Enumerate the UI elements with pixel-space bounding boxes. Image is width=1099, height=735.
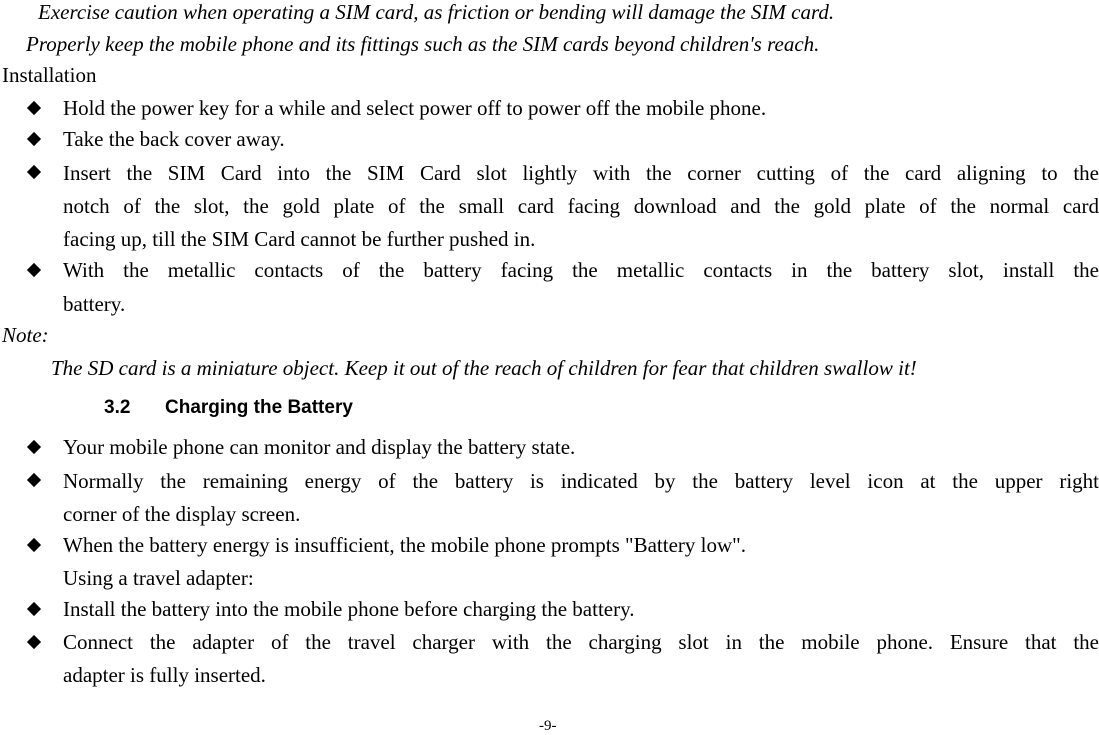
install-step-1: Hold the power key for a while and select power off to power off the mobile phone.: [63, 96, 767, 120]
diamond-bullet-icon: [27, 132, 41, 146]
diamond-bullet-icon: [27, 602, 41, 616]
install-step-4-line-1: With the metallic contacts of the battery facing the metallic contacts in the battery slot, install the: [63, 258, 1099, 282]
install-step-3-line-2: notch of the slot, the gold plate of the small card facing download and the gold plate of the normal card: [63, 194, 1099, 218]
section-title: Charging the Battery: [165, 397, 353, 418]
diamond-bullet-icon: [27, 635, 41, 649]
adapter-item-1: Install the battery into the mobile phone before charging the battery.: [63, 597, 635, 621]
install-step-3-line-1: Insert the SIM Card into the SIM Card slot lightly with the corner cutting of the card aligning to the: [63, 161, 1099, 185]
section-number: 3.2: [104, 397, 131, 418]
adapter-item-2-line-2: adapter is fully inserted.: [63, 663, 266, 687]
diamond-bullet-icon: [27, 101, 41, 115]
diamond-bullet-icon: [27, 440, 41, 454]
adapter-label: Using a travel adapter:: [63, 566, 254, 590]
warning-line-2: Properly keep the mobile phone and its fittings such as the SIM cards beyond children's reach.: [26, 32, 820, 56]
note-text: The SD card is a miniature object. Keep it out of the reach of children for fear that children swallow it!: [51, 356, 917, 380]
warning-line-1: Exercise caution when operating a SIM card, as friction or bending will damage the SIM card.: [38, 0, 835, 24]
charging-item-3: When the battery energy is insufficient, the mobile phone prompts "Battery low".: [63, 533, 746, 557]
adapter-item-2-line-1: Connect the adapter of the travel charger with the charging slot in the mobile phone. Ensure that the: [63, 630, 1099, 654]
page-number: -9-: [539, 718, 557, 734]
install-step-4-line-2: battery.: [63, 292, 126, 316]
note-label: Note:: [2, 323, 49, 347]
install-step-2: Take the back cover away.: [63, 127, 285, 151]
charging-item-1: Your mobile phone can monitor and display the battery state.: [63, 435, 576, 459]
diamond-bullet-icon: [27, 538, 41, 552]
diamond-bullet-icon: [27, 473, 41, 487]
diamond-bullet-icon: [27, 165, 41, 179]
charging-item-2-line-2: corner of the display screen.: [63, 502, 301, 526]
diamond-bullet-icon: [27, 263, 41, 277]
install-step-3-line-3: facing up, till the SIM Card cannot be further pushed in.: [63, 227, 536, 251]
charging-item-2-line-1: Normally the remaining energy of the battery is indicated by the battery level icon at the upper right: [63, 469, 1099, 493]
installation-title: Installation: [2, 63, 97, 87]
